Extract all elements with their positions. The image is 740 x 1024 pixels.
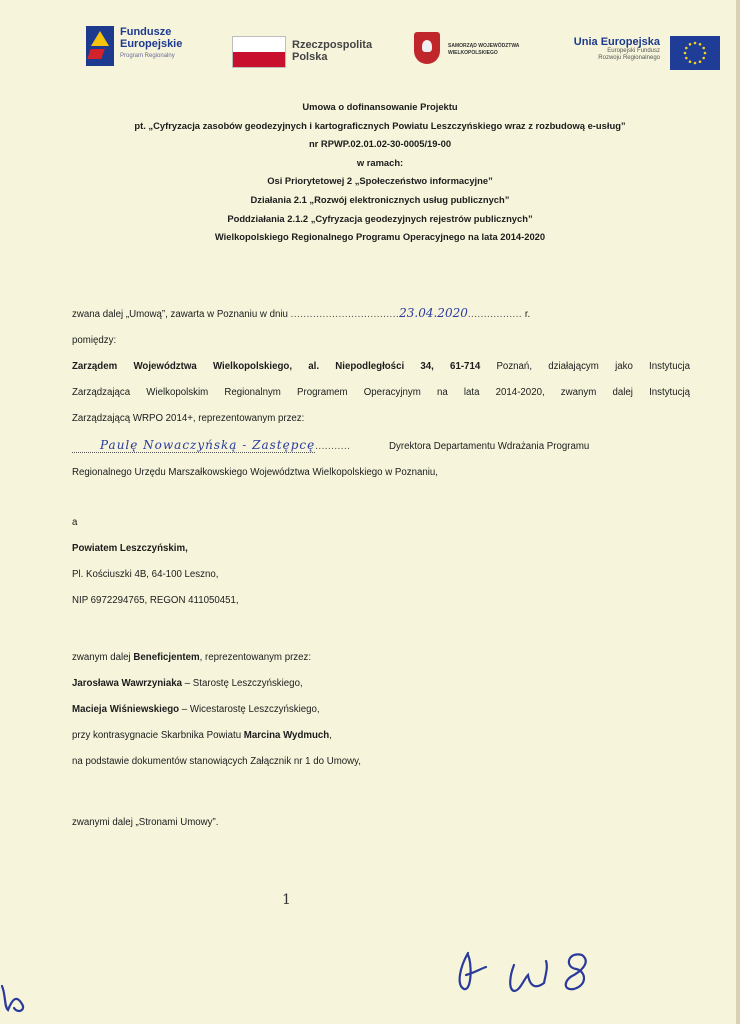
header-action: Działania 2.1 „Rozwój elektronicznych usług publicznych” [250, 193, 510, 205]
header-title: Umowa o dofinansowanie Projektu [302, 101, 458, 112]
zarzad-line-1: Zarządem Województwa Wielkopolskiego, al. Niepodległości 34, 61-714 Poznań, działającym jako Instytucja [72, 361, 690, 372]
eu-flag-icon [670, 36, 720, 70]
representative-1: Jarosława Wawrzyniaka – Starostę Leszczyńskiego, [72, 678, 303, 689]
agreement-parties-block [72, 300, 690, 486]
ue-line3: Rozwoju Regionalnego [598, 55, 660, 61]
header-agreement-number: nr RPWP.02.01.02-30-0005/19-00 [308, 138, 452, 150]
page-number: 1 [282, 892, 291, 908]
initials-signature [450, 945, 610, 1005]
and-label: a [72, 517, 78, 528]
fe-line3: Program Regionalny [120, 53, 175, 59]
representative-line: Paulę Nowaczyńską - Zastępcę........... Dyrektora Departamentu Wdrażania Programu [72, 432, 690, 460]
beneficiary-representatives [72, 645, 690, 775]
header-priority-axis: Osi Priorytetowej 2 „Społeczeństwo informacyjne” [267, 175, 493, 187]
ue-line1: Unia Europejska [573, 36, 660, 48]
representative-line-2: Regionalnego Urzędu Marszałkowskiego Województwa Wielkopolskiego w Poznaniu, [72, 467, 438, 478]
header-programme: Wielkopolskiego Regionalnego Programu Operacyjnego na lata 2014-2020 [214, 231, 546, 243]
sw-line2: WIELKOPOLSKIEGO [448, 50, 498, 56]
beneficiary-definition: zwanym dalej Beneficjentem, reprezentowanym przez: [72, 652, 312, 663]
parties-definition: zwanymi dalej „Stronami Umowy”. [72, 817, 219, 828]
margin-initials [0, 976, 30, 1016]
beneficiary-address: Pl. Kościuszki 4B, 64-100 Leszno, [72, 569, 219, 580]
unia-europejska-logo [86, 22, 726, 74]
representative-2: Macieja Wiśniewskiego – Wicestarostę Leszczyńskiego, [72, 704, 320, 715]
beneficiary-block [72, 510, 690, 614]
logo-bar [86, 22, 726, 74]
zarzad-line-2: Zarządzająca Wielkopolskim Regionalnym Programem Operacyjnym na lata 2014-2020, zwanym dalej Instytucją [72, 387, 690, 398]
sw-line1: SAMORZĄD WOJEWÓDZTWA [448, 43, 520, 49]
rp-line1: Rzeczpospolita [292, 39, 373, 51]
fe-line2: Europejskie [120, 38, 183, 50]
ue-line2: Europejski Fundusz [607, 48, 660, 54]
zarzad-line-3: Zarządzającą WRPO 2014+, reprezentowanym przez: [72, 413, 305, 424]
fe-line1: Fundusze [120, 26, 172, 38]
beneficiary-ids: NIP 6972294765, REGON 411050451, [72, 595, 239, 606]
between-label: pomiędzy: [72, 335, 117, 346]
header-within: w ramach: [356, 156, 404, 168]
agreement-header [60, 98, 700, 247]
header-project-title: pt. „Cyfryzacja zasobów geodezyjnych i kartograficznych Powiatu Leszczyńskiego wraz z rozbudową e-usług” [134, 119, 626, 131]
agreement-date-line: zwana dalej „Umową”, zawarta w Poznaniu w dniu ..................................23.04.2020................. r. [72, 306, 531, 320]
beneficiary-name: Powiatem Leszczyńskim, [72, 543, 188, 554]
rp-line2: Polska [292, 51, 328, 63]
countersignature-line: przy kontrasygnacie Skarbnika Powiatu Marcina Wydmuch, [72, 730, 332, 741]
handwritten-date: 23.04.2020 [399, 306, 468, 320]
basis-line: na podstawie dokumentów stanowiących Załącznik nr 1 do Umowy, [72, 756, 361, 767]
header-subaction: Poddziałania 2.1.2 „Cyfryzacja geodezyjnych rejestrów publicznych” [227, 212, 533, 224]
handwritten-representative: Paulę Nowaczyńską - Zastępcę [72, 438, 315, 453]
